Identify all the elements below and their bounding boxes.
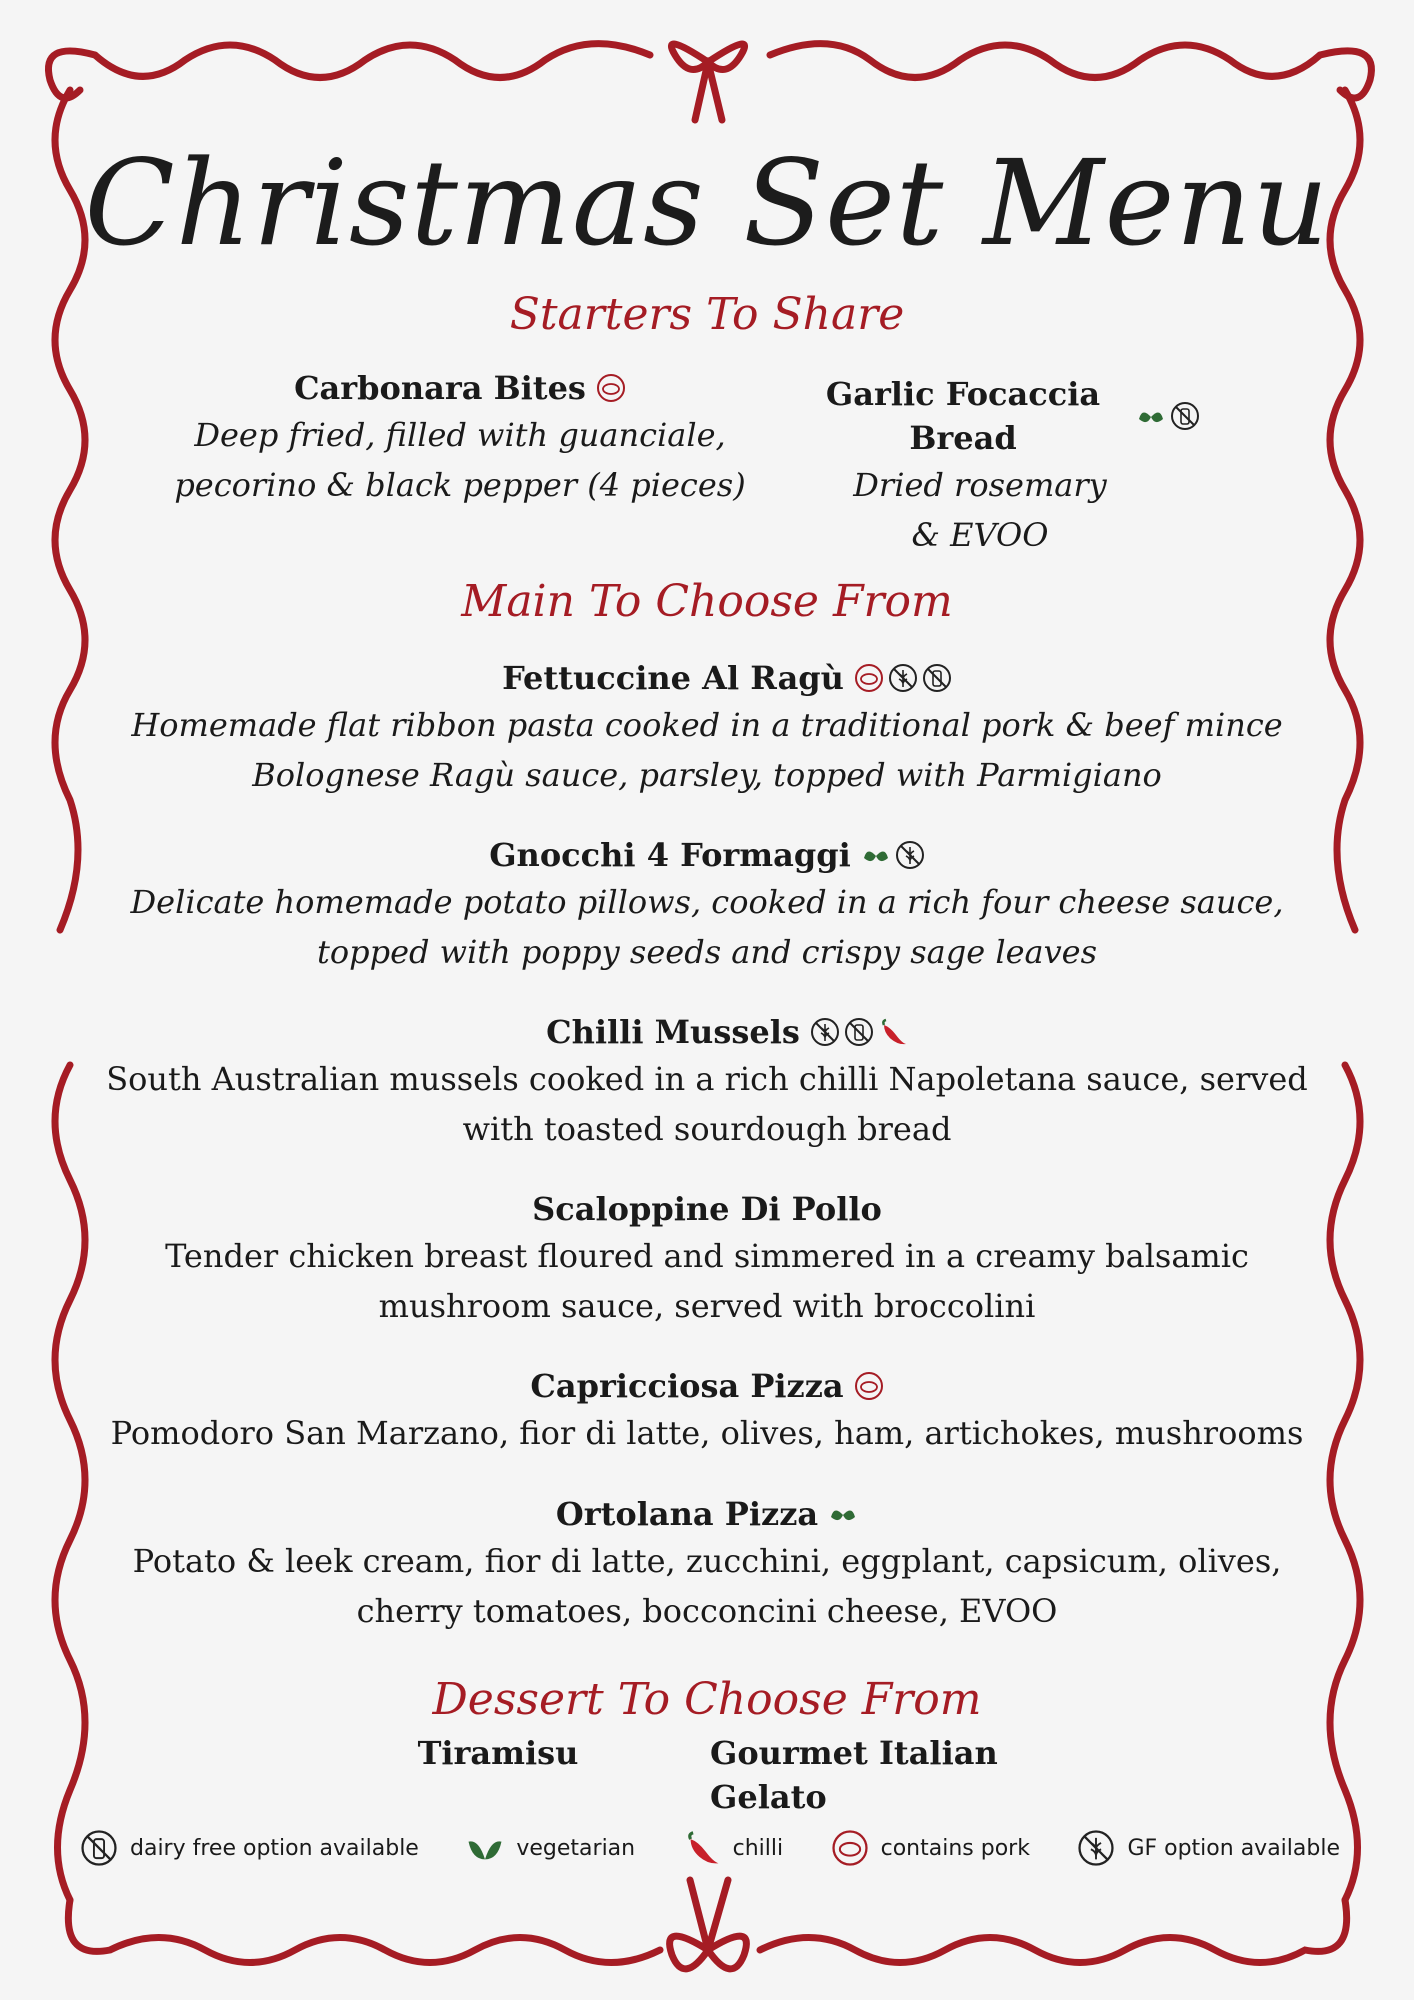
dish-description-line: South Australian mussels cooked in a rich chilli Napoletana sauce, served: [106, 1060, 1308, 1098]
main-item: [100, 656, 1314, 800]
dessert-item: Gourmet Italian Gelato: [710, 1734, 998, 1816]
dish-description-line: Delicate homemade potato pillows, cooked in a rich four cheese sauce,: [130, 883, 1284, 921]
dish-description-line: Tender chicken breast floured and simmered in a creamy balsamic: [165, 1237, 1249, 1275]
dish-name: Carbonara Bites: [294, 369, 586, 407]
starter-item: [160, 366, 760, 510]
dish-description-line: mushroom sauce, served with broccolini: [378, 1287, 1036, 1325]
dairy-free-icon: [922, 663, 952, 693]
dish-name: Garlic Focaccia Bread: [825, 375, 1101, 457]
legend: [80, 1828, 1340, 1868]
dish-description-line: Deep fried, filled with guanciale,: [194, 416, 726, 454]
dish-name: Capricciosa Pizza: [530, 1367, 844, 1405]
vegetarian-icon: [828, 1499, 858, 1529]
dish-name: Scaloppine Di Pollo: [532, 1190, 882, 1228]
vegetarian-icon: [861, 840, 891, 870]
pork-icon: [854, 663, 884, 693]
dish-name: Fettuccine Al Ragù: [502, 659, 844, 697]
dish-description-line: Homemade flat ribbon pasta cooked in a traditional pork & beef mince: [131, 706, 1283, 744]
gluten-free-icon: [895, 840, 925, 870]
dish-description-line: Dried rosemary: [853, 466, 1107, 504]
legend-item: [466, 1829, 635, 1867]
gluten-free-icon: [1077, 1829, 1115, 1867]
pork-icon: [854, 1371, 884, 1401]
chilli-icon: [878, 1017, 908, 1047]
legend-label: contains pork: [880, 1835, 1030, 1861]
dish-description-line: cherry tomatoes, bocconcini cheese, EVOO: [356, 1592, 1058, 1630]
dish-description-line: & EVOO: [911, 516, 1049, 554]
dish-description-line: with toasted sourdough bread: [462, 1110, 952, 1148]
gluten-free-icon: [888, 663, 918, 693]
legend-item: [683, 1829, 784, 1867]
legend-item: [1077, 1829, 1340, 1867]
dairy-free-icon: [80, 1829, 118, 1867]
pork-icon: [596, 373, 626, 403]
starter-item: [800, 372, 1200, 560]
legend-item: [831, 1829, 1030, 1867]
gluten-free-icon: [810, 1017, 840, 1047]
dish-description-line: pecorino & black pepper (4 pieces): [174, 466, 746, 504]
dish-name: Chilli Mussels: [546, 1013, 800, 1051]
starters-heading: Starters To Share: [509, 289, 905, 340]
legend-item: [80, 1829, 419, 1867]
pork-icon: [831, 1829, 869, 1867]
main-item: [100, 1364, 1314, 1458]
mains-heading: Main To Choose From: [461, 576, 953, 627]
menu-title: Christmas Set Menu: [84, 134, 1330, 272]
dairy-free-icon: [844, 1017, 874, 1047]
legend-label: chilli: [732, 1835, 784, 1861]
main-item: [100, 1492, 1314, 1636]
vegetarian-icon: [466, 1829, 504, 1867]
main-item: [100, 833, 1314, 977]
legend-label: dairy free option available: [130, 1835, 419, 1861]
dish-name: Gnocchi 4 Formaggi: [489, 836, 851, 874]
dish-description-line: Bolognese Ragù sauce, parsley, topped with Parmigiano: [252, 756, 1162, 794]
main-item: [100, 1187, 1314, 1331]
legend-label: GF option available: [1127, 1835, 1340, 1861]
dish-description-line: topped with poppy seeds and crispy sage leaves: [316, 933, 1098, 971]
vegetarian-icon: [1136, 401, 1166, 431]
chilli-icon: [683, 1829, 721, 1867]
desserts-heading: Dessert To Choose From: [432, 1674, 982, 1725]
dish-description-line: Potato & leek cream, fior di latte, zucchini, eggplant, capsicum, olives,: [132, 1542, 1282, 1580]
dairy-free-icon: [1170, 401, 1200, 431]
legend-label: vegetarian: [516, 1835, 636, 1861]
dish-name: Ortolana Pizza: [555, 1495, 819, 1533]
dessert-item: Tiramisu: [417, 1734, 579, 1772]
dish-description-line: Pomodoro San Marzano, fior di latte, olives, ham, artichokes, mushrooms: [110, 1414, 1304, 1452]
main-item: [100, 1010, 1314, 1154]
